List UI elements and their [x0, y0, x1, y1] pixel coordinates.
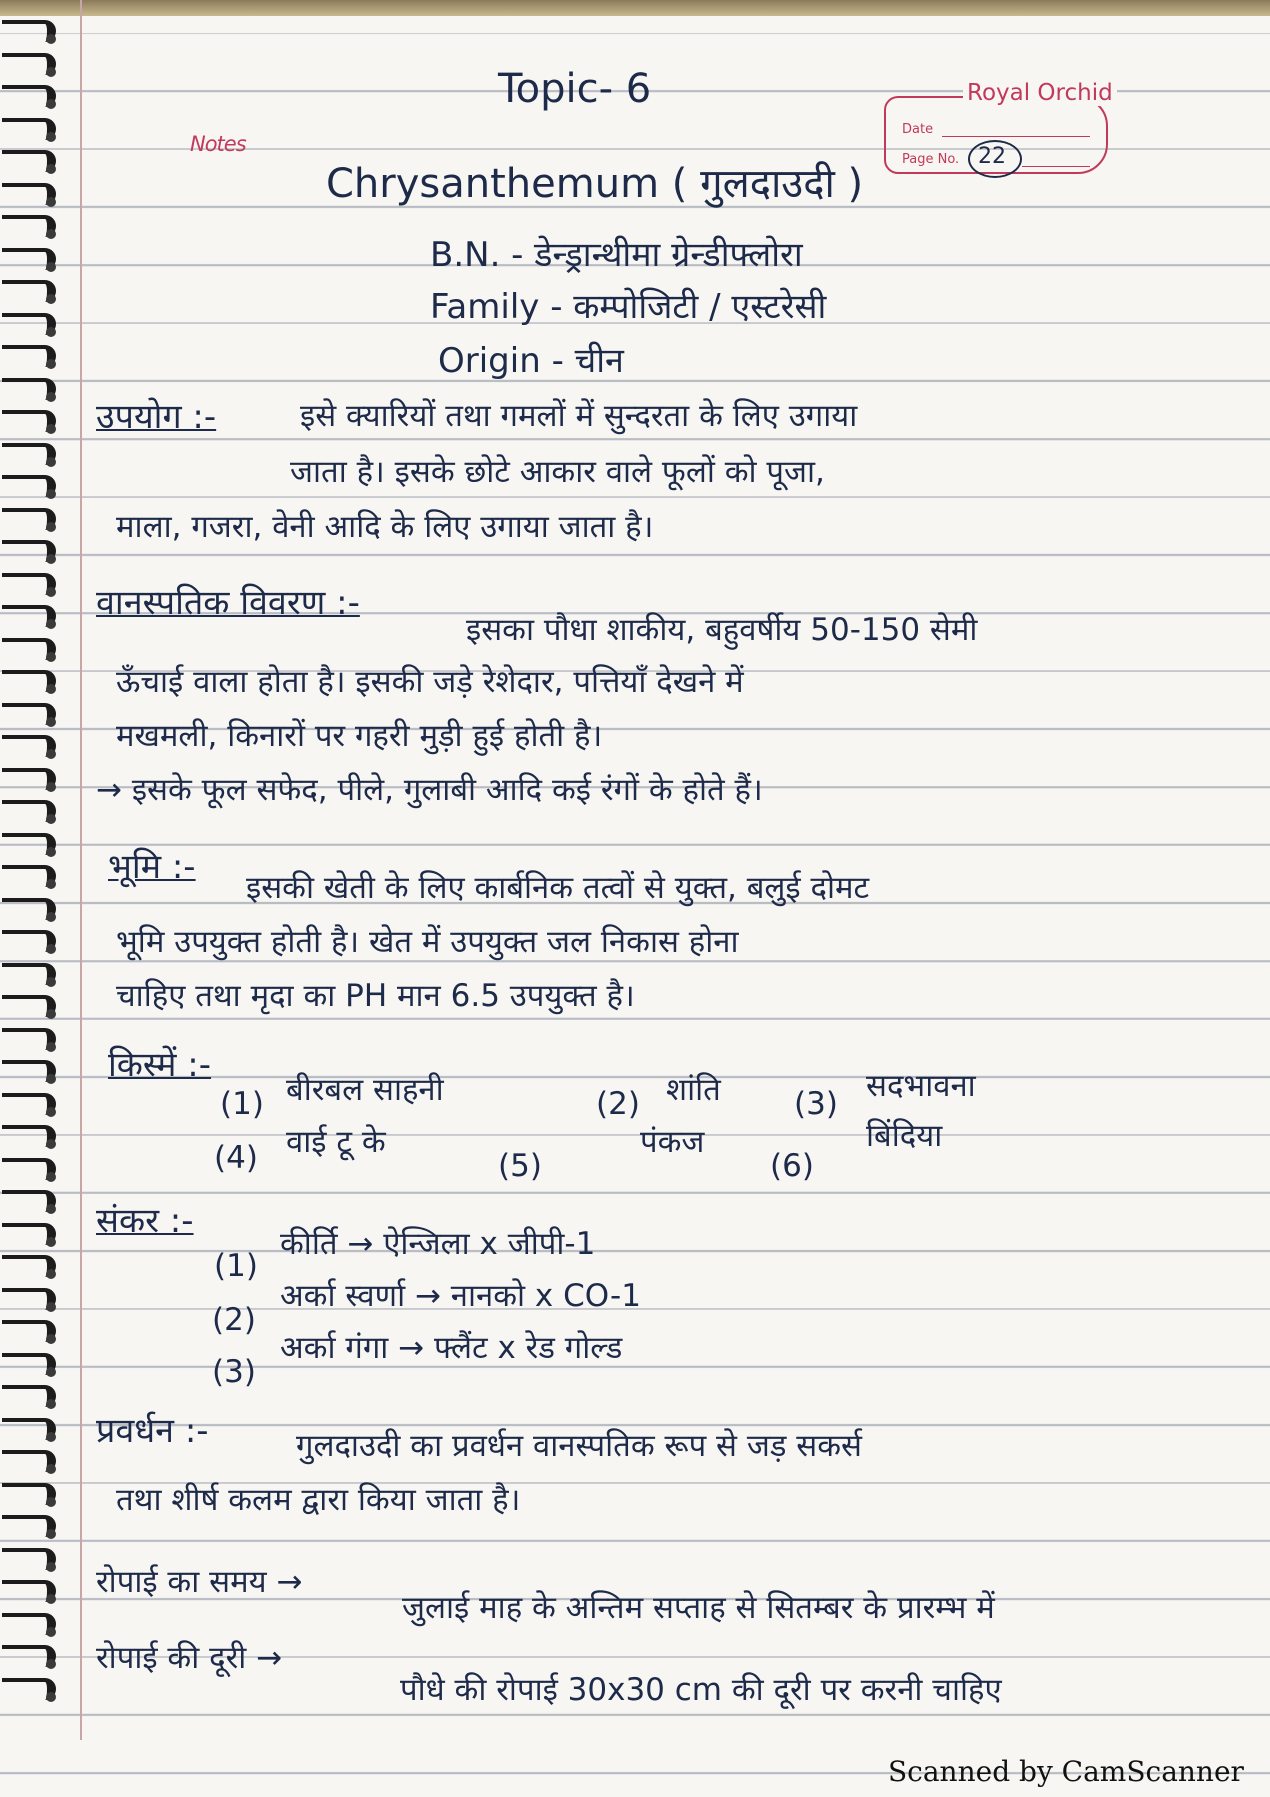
page-line: [1022, 166, 1090, 167]
spiral-hole: [46, 814, 56, 824]
spiral-hole: [46, 684, 56, 694]
hybrid-3: अर्का गंगा → फ्लैंट x रेड गोल्ड: [280, 1330, 623, 1366]
spiral-hole: [46, 717, 56, 727]
botany-line-3: मखमली, किनारों पर गहरी मुड़ी हुई होती है।: [116, 718, 603, 754]
spiral-hole: [46, 34, 56, 44]
spiral-hole: [46, 1269, 56, 1279]
spiral-hole: [46, 879, 56, 889]
spacing-text: पौधे की रोपाई 30x30 cm की दूरी पर करनी चाहिए: [400, 1672, 1002, 1708]
variety-3-num: (3): [794, 1086, 838, 1122]
spiral-hole: [46, 1042, 56, 1052]
spiral-hole: [46, 1074, 56, 1084]
hybrid-3-num: (3): [212, 1354, 256, 1390]
botany-line-1: इसका पौधा शाकीय, बहुवर्षीय 50-150 सेमी: [466, 612, 978, 648]
planting-time-text: जुलाई माह के अन्तिम सप्ताह से सितम्बर के प्रारम्भ में: [402, 1590, 995, 1626]
spacing-heading: रोपाई की दूरी →: [96, 1640, 283, 1676]
hybrid-1-num: (1): [214, 1248, 258, 1284]
date-line: [942, 136, 1090, 137]
variety-5-num: (5): [498, 1148, 542, 1184]
origin-line: Origin - चीन: [438, 341, 624, 381]
family-line: Family - कम्पोजिटी / एस्टरेसी: [430, 287, 827, 327]
spiral-hole: [46, 164, 56, 174]
spiral-hole: [46, 1464, 56, 1474]
spiral-hole: [46, 977, 56, 987]
spiral-hole: [46, 294, 56, 304]
spiral-hole: [46, 912, 56, 922]
uses-line-3: माला, गजरा, वेनी आदि के लिए उगाया जाता है।: [116, 509, 654, 545]
spiral-hole: [46, 1432, 56, 1442]
spiral-hole: [46, 554, 56, 564]
variety-6-num: (6): [770, 1148, 814, 1184]
spiral-hole: [46, 132, 56, 142]
variety-2: शांति: [666, 1072, 721, 1108]
topic-heading: Topic- 6: [498, 66, 652, 112]
variety-1-num: (1): [220, 1086, 264, 1122]
page-top-edge: [0, 0, 1270, 16]
spiral-hole: [46, 1562, 56, 1572]
spiral-hole: [46, 262, 56, 272]
uses-line-1: इसे क्यारियों तथा गमलों में सुन्दरता के लिए उगाया: [300, 398, 858, 434]
page-number: 22: [978, 144, 1006, 169]
hybrid-1: कीर्ति → ऐन्जिला x जीपी-1: [280, 1226, 596, 1262]
hybrids-heading: संकर :-: [96, 1201, 194, 1241]
spiral-hole: [46, 652, 56, 662]
hybrid-2: अर्का स्वर्णा → नानको x CO-1: [280, 1278, 641, 1314]
spiral-hole: [46, 522, 56, 532]
spiral-hole: [46, 1659, 56, 1669]
variety-5: पंकज: [640, 1124, 705, 1160]
spiral-hole: [46, 1367, 56, 1377]
soil-line-3: चाहिए तथा मृदा का PH मान 6.5 उपयुक्त है।: [116, 978, 635, 1014]
date-label: Date: [902, 122, 934, 137]
soil-line-1: इसकी खेती के लिए कार्बनिक तत्वों से युक्त, बलुई दोमट: [246, 870, 870, 906]
botany-heading: वानस्पतिक विवरण :-: [96, 583, 360, 623]
variety-4: वाई टू के: [286, 1124, 386, 1160]
spiral-hole: [46, 782, 56, 792]
spiral-hole: [46, 457, 56, 467]
spiral-hole: [46, 619, 56, 629]
soil-line-2: भूमि उपयुक्त होती है। खेत में उपयुक्त जल निकास होना: [116, 924, 739, 960]
spiral-hole: [46, 99, 56, 109]
soil-heading: भूमि :-: [108, 847, 196, 887]
spiral-hole: [46, 1529, 56, 1539]
propagation-line-1: गुलदाउदी का प्रवर्धन वानस्पतिक रूप से जड़ सकर्स: [296, 1428, 862, 1464]
scanner-watermark: Scanned by CamScanner: [888, 1755, 1244, 1788]
spiral-hole: [46, 1107, 56, 1117]
botany-line-4: → इसके फूल सफेद, पीले, गुलाबी आदि कई रंगों के होते हैं।: [96, 772, 763, 808]
variety-1: बीरबल साहनी: [286, 1072, 444, 1108]
margin-line: [80, 0, 82, 1740]
variety-6: बिंदिया: [866, 1118, 943, 1154]
spiral-hole: [46, 847, 56, 857]
spiral-hole: [46, 67, 56, 77]
spiral-hole: [46, 392, 56, 402]
variety-2-num: (2): [596, 1086, 640, 1122]
spiral-hole: [46, 1692, 56, 1702]
spiral-hole: [46, 1594, 56, 1604]
spiral-hole: [46, 1302, 56, 1312]
uses-heading: उपयोग :-: [96, 397, 217, 437]
variety-4-num: (4): [214, 1140, 258, 1176]
spiral-hole: [46, 489, 56, 499]
spiral-hole: [46, 1334, 56, 1344]
spiral-hole: [46, 944, 56, 954]
page-label: Page No.: [902, 152, 960, 167]
spiral-hole: [46, 1139, 56, 1149]
spiral-hole: [46, 1009, 56, 1019]
spiral-hole: [46, 424, 56, 434]
uses-line-2: जाता है। इसके छोटे आकार वाले फूलों को पूजा,: [290, 454, 825, 490]
hybrid-2-num: (2): [212, 1302, 256, 1338]
botany-line-2: ऊँचाई वाला होता है। इसकी जड़े रेशेदार, पत्तियाँ देखने में: [116, 664, 744, 700]
page-title: Chrysanthemum ( गुलदाउदी ): [326, 161, 864, 207]
spiral-hole: [46, 749, 56, 759]
spiral-hole: [46, 1399, 56, 1409]
spiral-binding: [0, 20, 70, 1720]
propagation-line-2: तथा शीर्ष कलम द्वारा किया जाता है।: [116, 1482, 521, 1518]
botanical-name: B.N. - डेन्ड्रान्थीमा ग्रेन्डीफ्लोरा: [430, 235, 803, 275]
propagation-heading: प्रवर्धन :-: [96, 1411, 209, 1451]
spiral-hole: [46, 1204, 56, 1214]
planting-time-heading: रोपाई का समय →: [96, 1564, 303, 1600]
variety-3: सदभावना: [866, 1068, 976, 1104]
brand-name: Royal Orchid: [963, 80, 1117, 106]
notes-label: Notes: [190, 132, 246, 156]
spiral-hole: [46, 1627, 56, 1637]
spiral-hole: [46, 359, 56, 369]
spiral-hole: [46, 229, 56, 239]
spiral-hole: [46, 327, 56, 337]
spiral-hole: [46, 1172, 56, 1182]
spiral-hole: [46, 1237, 56, 1247]
spiral-hole: [46, 1497, 56, 1507]
spiral-hole: [46, 587, 56, 597]
varieties-heading: किस्में :-: [108, 1045, 212, 1085]
spiral-hole: [46, 197, 56, 207]
